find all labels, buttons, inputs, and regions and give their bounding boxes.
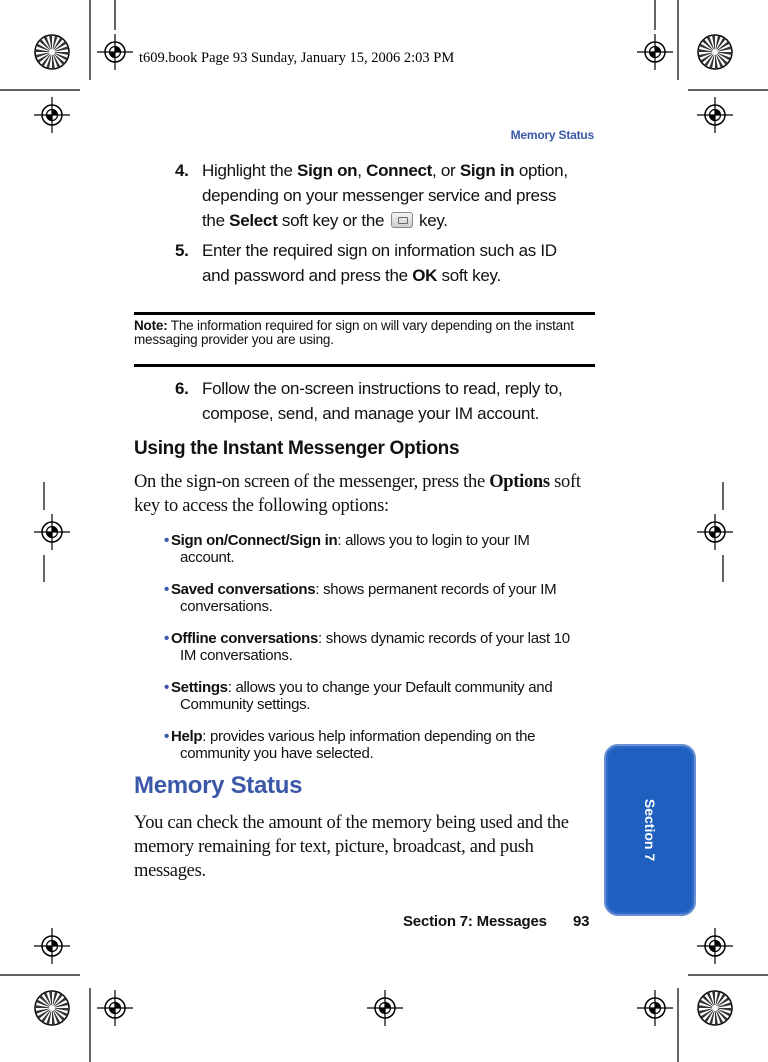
- registration-crosshair-icon: [697, 97, 733, 133]
- list-item: • Offline conversations: shows dynamic records of your last 10 IM conversations.: [164, 630, 570, 664]
- registration-crosshair-icon: [697, 514, 733, 550]
- step-6: [175, 376, 575, 426]
- term-select: Select: [229, 211, 278, 230]
- bullet-icon: •: [164, 630, 169, 647]
- step-5: [175, 238, 575, 288]
- list-item: • Saved conversations: shows permanent records of your IM conversations.: [164, 581, 557, 615]
- registration-crosshair-icon: [34, 97, 70, 133]
- print-wheel-icon: [698, 35, 732, 69]
- term-options: Options: [489, 472, 550, 492]
- step-text: Follow the on-screen instructions to read, reply to, compose, send, and manage your IM account.: [202, 379, 563, 423]
- page-number: 93: [573, 913, 590, 930]
- step-text: Highlight the Sign on, Connect, or Sign in option, depending on your messenger service and press the Select soft key or the key.: [202, 161, 568, 230]
- term-sign-on: Sign on: [297, 161, 358, 180]
- subsection-heading: Using the Instant Messenger Options: [134, 438, 460, 459]
- section-title: Memory Status: [134, 772, 303, 799]
- step-4: [175, 158, 575, 233]
- print-wheel-icon: [35, 35, 69, 69]
- list-item: • Settings: allows you to change your Default community and Community settings.: [164, 679, 553, 713]
- registration-crosshair-icon: [34, 928, 70, 964]
- registration-crosshair-icon: [97, 990, 133, 1026]
- ok-key-icon: [391, 212, 413, 228]
- bullet-icon: •: [164, 532, 169, 549]
- registration-crosshair-icon: [697, 928, 733, 964]
- registration-crosshair-icon: [367, 990, 403, 1026]
- section-tab-label: Section 7: [642, 798, 658, 862]
- note-label: Note:: [134, 318, 168, 333]
- list-item: • Sign on/Connect/Sign in: allows you to login to your IM account.: [164, 532, 530, 566]
- intro-paragraph: On the sign-on screen of the messenger, press the Options soft key to access the following options:: [134, 472, 581, 516]
- step-number: 4.: [175, 161, 189, 180]
- term-sign-in: Sign in: [459, 161, 515, 180]
- note-text: The information required for sign on will vary depending on the instant messaging provider you are using.: [134, 318, 574, 347]
- section-tab: [604, 744, 696, 916]
- registration-crosshair-icon: [34, 514, 70, 550]
- print-wheel-icon: [35, 991, 69, 1025]
- running-head: Memory Status: [510, 128, 594, 142]
- term-connect: Connect: [366, 161, 433, 180]
- bullet-icon: •: [164, 728, 169, 745]
- print-info: t609.book Page 93 Sunday, January 15, 2006 2:03 PM: [139, 50, 455, 66]
- body-paragraph: You can check the amount of the memory being used and the memory remaining for text, picture, broadcast, and push messages.: [134, 813, 569, 881]
- note-bottom-rule: [134, 364, 595, 367]
- step-number: 5.: [175, 241, 189, 260]
- registration-crosshair-icon: [637, 34, 673, 70]
- step-text: Enter the required sign on information such as ID and password and press the OK soft key.: [202, 241, 557, 285]
- note-top-rule: [134, 312, 595, 315]
- step-number: 6.: [175, 379, 189, 398]
- list-item: • Help: provides various help information depending on the community you have selected.: [164, 728, 536, 762]
- bullet-icon: •: [164, 679, 169, 696]
- registration-crosshair-icon: [97, 34, 133, 70]
- note: [134, 319, 574, 347]
- registration-crosshair-icon: [637, 990, 673, 1026]
- print-wheel-icon: [698, 991, 732, 1025]
- bullet-icon: •: [164, 581, 169, 598]
- footer-section: Section 7: Messages: [403, 913, 547, 930]
- term-ok: OK: [412, 266, 438, 285]
